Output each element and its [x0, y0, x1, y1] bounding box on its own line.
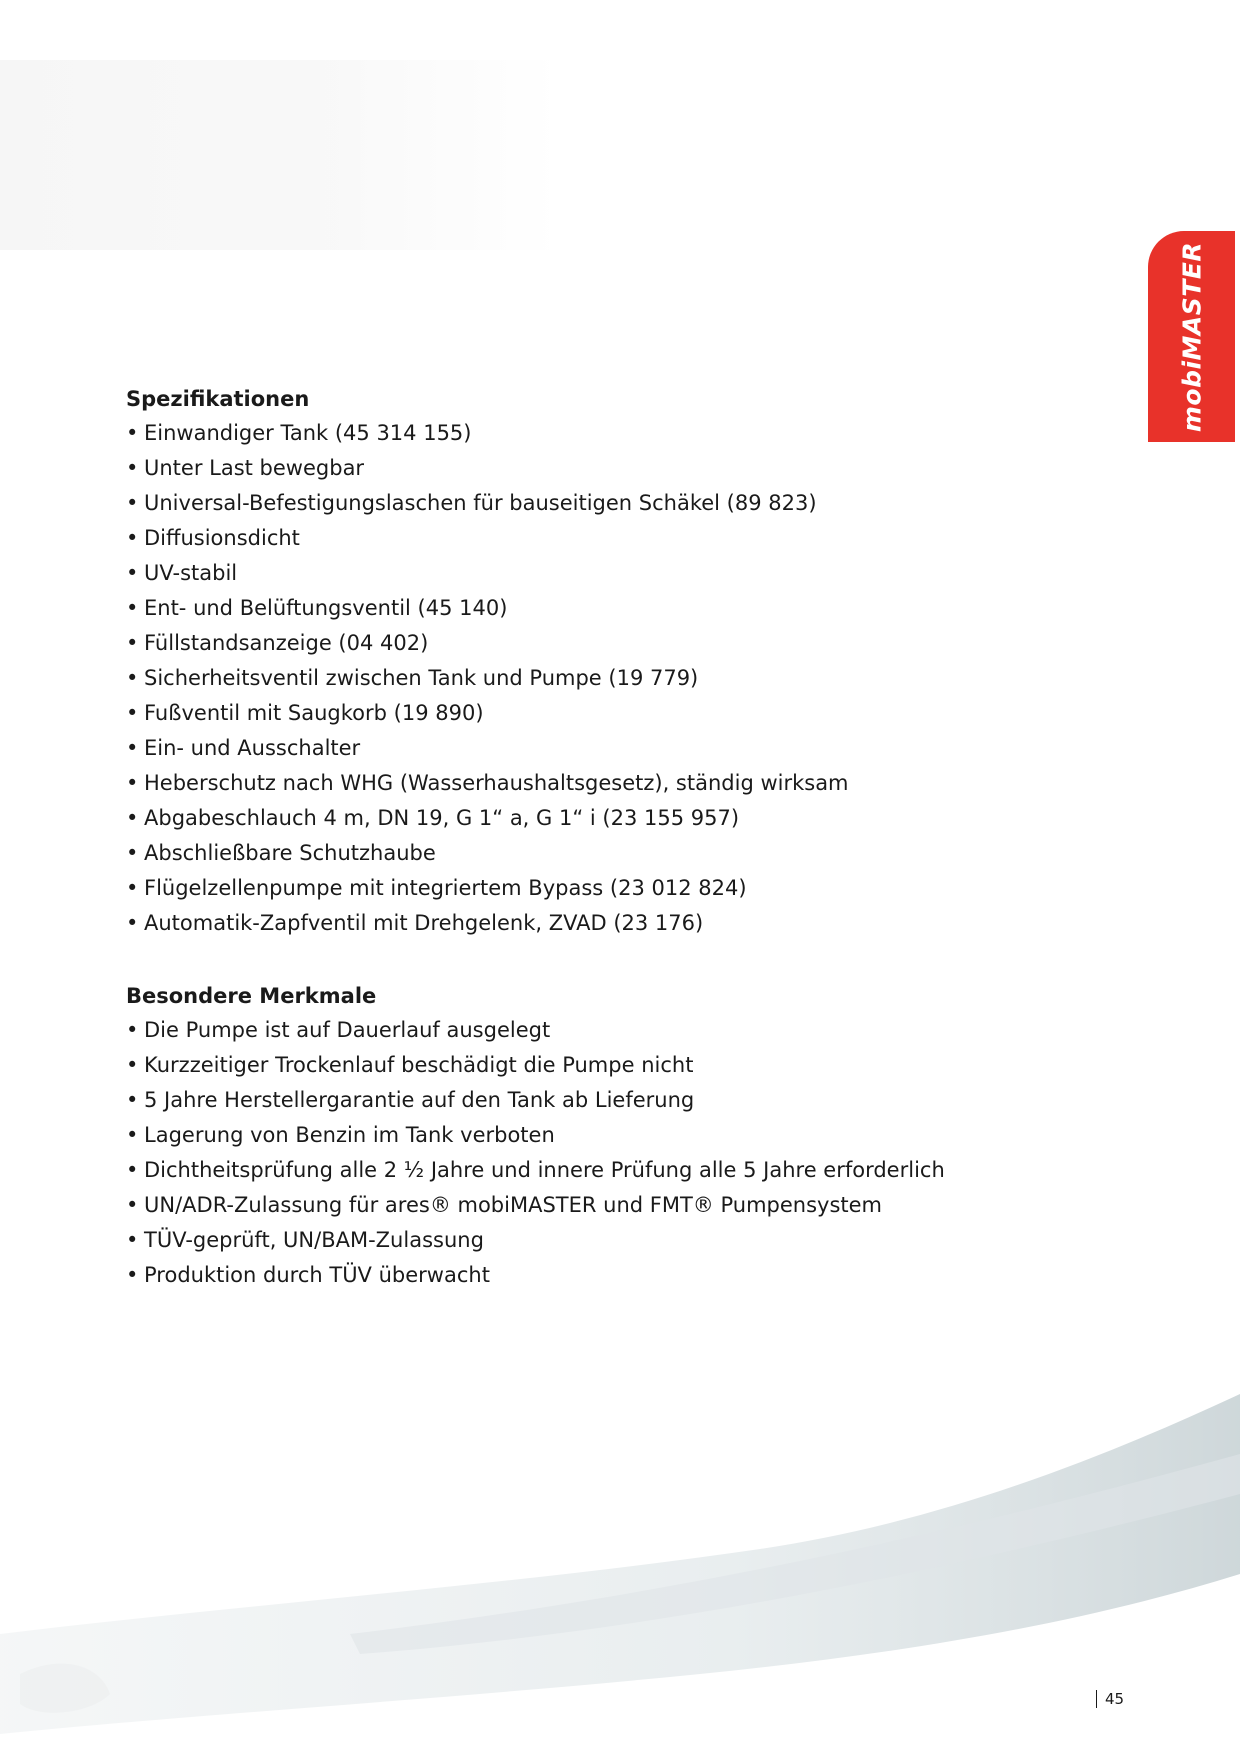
- bullet-icon: •: [126, 701, 139, 725]
- spec-list: [126, 416, 1106, 941]
- list-item: • Produktion durch TÜV überwacht: [126, 1258, 1106, 1293]
- bullet-icon: •: [126, 736, 139, 760]
- list-item: • Unter Last bewegbar: [126, 451, 1106, 486]
- list-item: • Lagerung von Benzin im Tank verboten: [126, 1118, 1106, 1153]
- list-item: • Fußventil mit Saugkorb (19 890): [126, 696, 1106, 731]
- page-number: 45: [1096, 1690, 1124, 1708]
- section-heading: Spezifikationen: [126, 387, 310, 411]
- list-item: • Die Pumpe ist auf Dauerlauf ausgelegt: [126, 1013, 1106, 1048]
- bullet-icon: •: [126, 1228, 139, 1252]
- bullet-icon: •: [126, 526, 139, 550]
- section-heading: Besondere Merkmale: [126, 984, 377, 1008]
- list-item: • Ent- und Belüftungsventil (45 140): [126, 591, 1106, 626]
- bullet-icon: •: [126, 1263, 139, 1287]
- list-item: • Sicherheitsventil zwischen Tank und Pumpe (19 779): [126, 661, 1106, 696]
- list-item: • Automatik-Zapfventil mit Drehgelenk, ZVAD (23 176): [126, 906, 1106, 941]
- bullet-icon: •: [126, 1158, 139, 1182]
- list-item: • UV-stabil: [126, 556, 1106, 591]
- bullet-icon: •: [126, 1018, 139, 1042]
- bullet-icon: •: [126, 421, 139, 445]
- bullet-icon: •: [126, 841, 139, 865]
- bullet-icon: •: [126, 876, 139, 900]
- list-item: • Universal-Befestigungslaschen für bauseitigen Schäkel (89 823): [126, 486, 1106, 521]
- bullet-icon: •: [126, 1123, 139, 1147]
- list-item: • Flügelzellenpumpe mit integriertem Bypass (23 012 824): [126, 871, 1106, 906]
- content: [126, 382, 1106, 1293]
- bullet-icon: •: [126, 666, 139, 690]
- side-tab: [1148, 231, 1235, 442]
- section-spezifikationen: [126, 382, 1106, 941]
- list-item: • Füllstandsanzeige (04 402): [126, 626, 1106, 661]
- list-item: • TÜV-geprüft, UN/BAM-Zulassung: [126, 1223, 1106, 1258]
- list-item: • Abschließbare Schutzhaube: [126, 836, 1106, 871]
- list-item: • Einwandiger Tank (45 314 155): [126, 416, 1106, 451]
- bullet-icon: •: [126, 1193, 139, 1217]
- list-item: • 5 Jahre Herstellergarantie auf den Tank ab Lieferung: [126, 1083, 1106, 1118]
- bullet-icon: •: [126, 596, 139, 620]
- list-item: • UN/ADR-Zulassung für ares® mobiMASTER und FMT® Pumpensystem: [126, 1188, 1106, 1223]
- bullet-icon: •: [126, 771, 139, 795]
- bullet-icon: •: [126, 911, 139, 935]
- bullet-icon: •: [126, 631, 139, 655]
- feature-list: [126, 1013, 1106, 1293]
- bullet-icon: •: [126, 806, 139, 830]
- bullet-icon: •: [126, 1053, 139, 1077]
- bullet-icon: •: [126, 561, 139, 585]
- list-item: • Kurzzeitiger Trockenlauf beschädigt die Pumpe nicht: [126, 1048, 1106, 1083]
- water-splash-background: [0, 1334, 1240, 1754]
- section-besondere-merkmale: [126, 979, 1106, 1293]
- bullet-icon: •: [126, 491, 139, 515]
- bullet-icon: •: [126, 1088, 139, 1112]
- background-image-faded: [0, 60, 560, 250]
- list-item: • Heberschutz nach WHG (Wasserhaushaltsgesetz), ständig wirksam: [126, 766, 1106, 801]
- list-item: • Ein- und Ausschalter: [126, 731, 1106, 766]
- list-item: • Diffusionsdicht: [126, 521, 1106, 556]
- bullet-icon: •: [126, 456, 139, 480]
- list-item: • Abgabeschlauch 4 m, DN 19, G 1“ a, G 1“ i (23 155 957): [126, 801, 1106, 836]
- side-tab-label: mobiMASTER: [1177, 241, 1206, 432]
- list-item: • Dichtheitsprüfung alle 2 ½ Jahre und innere Prüfung alle 5 Jahre erforderlich: [126, 1153, 1106, 1188]
